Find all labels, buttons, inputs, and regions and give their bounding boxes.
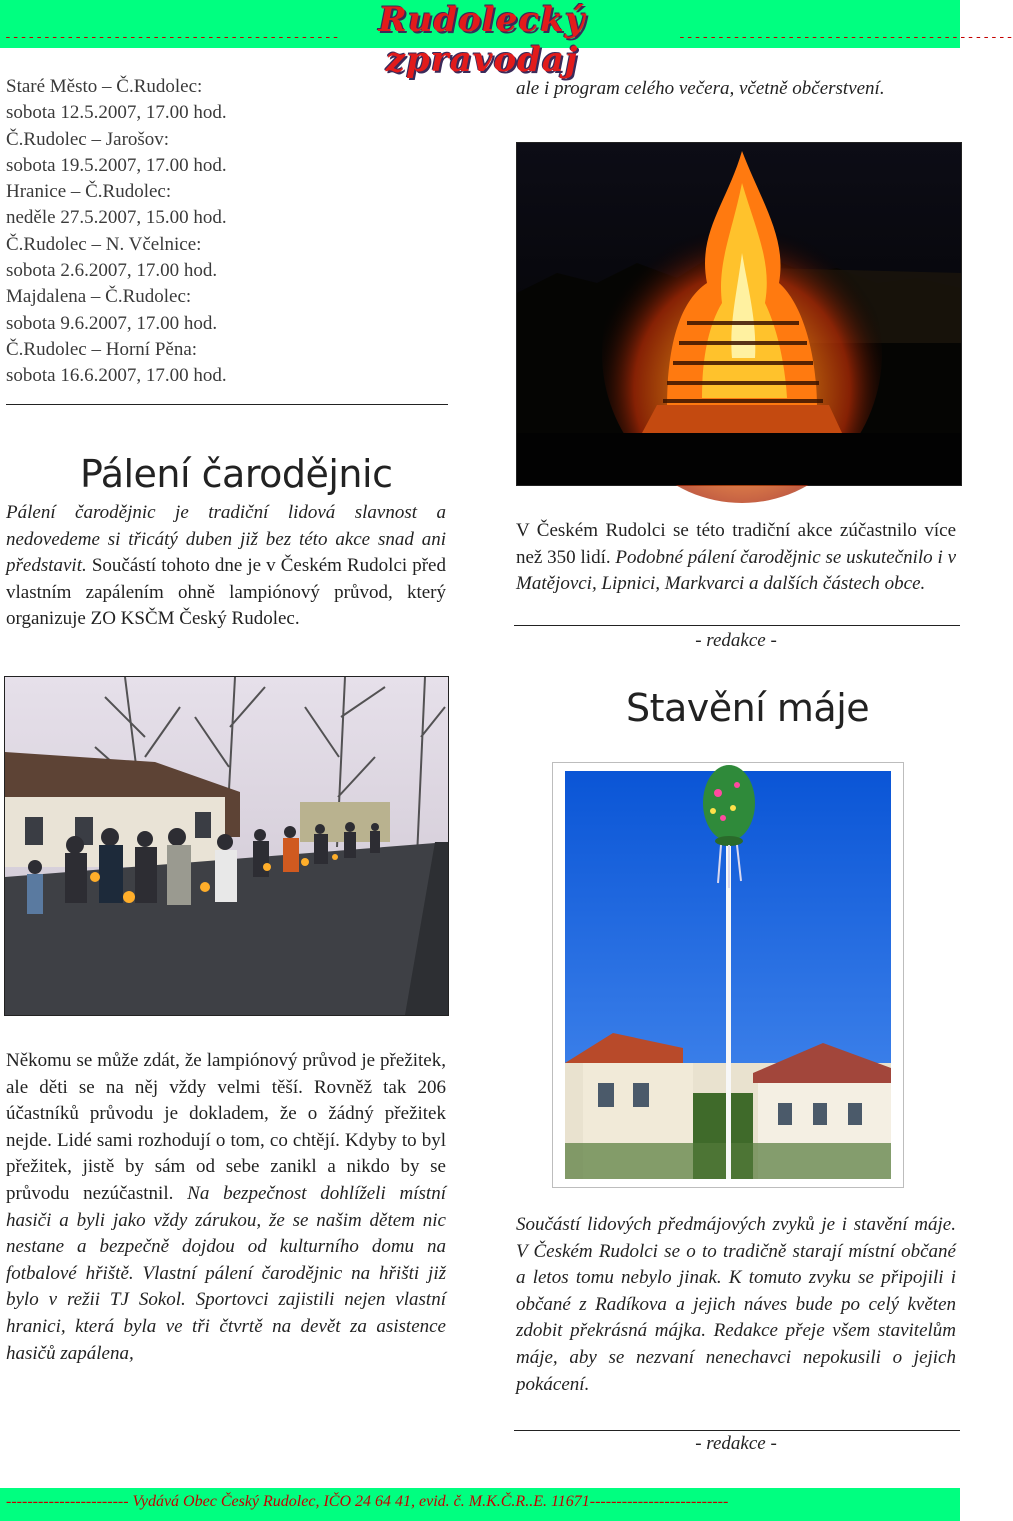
paleni-intro-rest: Součástí tohoto dne je v Českém Rudolci před vlastním zapálením ohně lampiónový průvod, který organizuje ZO KSČM Český Rudolec. — [6, 555, 446, 630]
schedule-line: Staré Město – Č.Rudolec: — [6, 76, 203, 97]
match-schedule — [6, 74, 446, 390]
staveni-rule — [514, 1430, 960, 1431]
bonfire-photo — [516, 142, 962, 486]
schedule-line: sobota 19.5.2007, 17.00 hod. — [6, 154, 227, 176]
paleni-body — [6, 1048, 446, 1367]
attendance-upright: V Českém Rudolci se této tradiční akce zúčastnilo více než 350 lidí. — [516, 520, 956, 568]
schedule-line: sobota 16.6.2007, 17.00 hod. — [6, 365, 227, 387]
schedule-line: Č.Rudolec – Jarošov: — [6, 128, 170, 150]
schedule-line: sobota 12.5.2007, 17.00 hod. — [6, 102, 227, 124]
paleni-intro — [6, 500, 446, 633]
schedule-rule — [6, 404, 448, 405]
schedule-line: Č.Rudolec – Horní Pěna: — [6, 338, 198, 360]
parade-image — [5, 677, 448, 1015]
schedule-line: Č.Rudolec – N. Včelnice: — [6, 233, 202, 255]
paleni-continuation: ale i program celého večera, včetně občerstvení. — [516, 78, 885, 99]
header-dashes-right: ------------------------------------------- — [678, 30, 1013, 45]
section-heading-paleni: Pálení čarodějnic — [80, 452, 393, 496]
section-heading-staveni: Stavění máje — [626, 686, 870, 730]
paleni-intro-italic: Pálení čarodějnic je tradiční lidová slavnost a nedovedeme si třicátý duben již bez této akce snad ani představit. — [6, 502, 446, 577]
staveni-credit: - redakce - — [695, 1433, 777, 1454]
schedule-line: neděle 27.5.2007, 15.00 hod. — [6, 207, 227, 229]
publisher-footer: ----------------------- Vydává Obec Český Rudolec, IČO 24 64 41, evid. č. M.K.Č.R..E. 11671-------------------------- — [0, 1488, 960, 1521]
paleni-credit: - redakce - — [695, 630, 777, 651]
header-dashes-left: ------------------------------------------- — [4, 30, 340, 45]
bonfire-image — [517, 143, 961, 485]
paleni-attendance — [516, 518, 956, 598]
schedule-line: Majdalena – Č.Rudolec: — [6, 286, 192, 308]
maypole-photo — [552, 762, 904, 1188]
paleni-body-italic: Na bezpečnost dohlíželi místní hasiči a byli jako vždy zárukou, že se našim dětem nic nestane a bezpečně dojdou od kulturního domu na fotbalové hřiště. Vlastní pálení čarodějnic na hřišti již bylo v režii TJ Sokol. Sportovci zajistili nejen vlastní hranici, která byla ve tři čtvrtě na devět za asistence hasičů zapálena, — [6, 1182, 446, 1364]
schedule-line: sobota 9.6.2007, 17.00 hod. — [6, 312, 218, 334]
schedule-line: Hranice – Č.Rudolec: — [6, 181, 172, 203]
attendance-italic: Podobné pálení čarodějnic se uskutečnilo i v Matějovci, Lipnici, Markvarci a dalších částech obce. — [516, 546, 957, 595]
staveni-text: Součástí lidových předmájových zvyků je i stavění máje. V Českém Rudolci se o to tradičně starají místní občané a letos tomu nebylo jinak. K tomuto zvyku se připojili i občané z Radíkova a jejich náves bude po celý květen zdobit překrásná májka. Redakce přeje všem stavitelům máje, aby se nezvaní nenechavci nepokusili o jejich pokácení. — [516, 1214, 956, 1395]
paleni-rule — [514, 625, 960, 626]
schedule-line: sobota 2.6.2007, 17.00 hod. — [6, 260, 218, 282]
lantern-parade-photo — [4, 676, 449, 1016]
masthead-bar — [0, 0, 1013, 80]
newsletter-title: Rudolecký zpravodaj — [378, 0, 586, 80]
maypole-image — [553, 763, 903, 1187]
paleni-body-upright: Někomu se může zdát, že lampiónový průvod je přežitek, ale děti se na něj vždy velmi těší. Rovněž tak 206 účastníků průvodu je dokladem, že o žádný přežitek nejde. Lidé sami rozhodují o tom, co chtějí. Kdyby to byl přežitek, jistě by sám od sebe zanikl a nikdo by se průvodu nezúčastnil. — [6, 1050, 446, 1204]
